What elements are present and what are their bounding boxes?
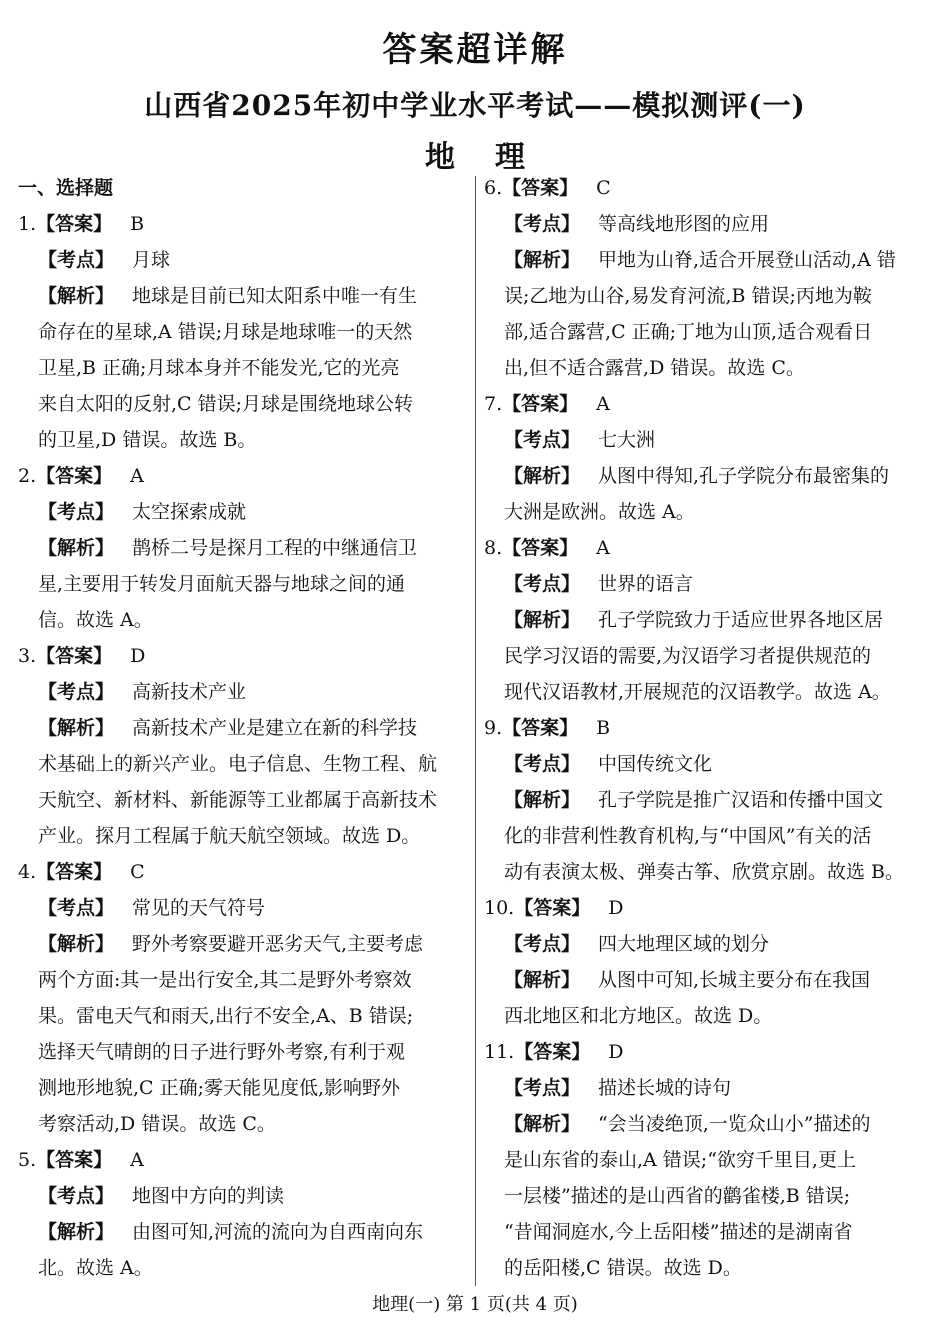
question-number: 9.: [484, 717, 503, 739]
analysis-tag: 【解析】: [504, 969, 581, 991]
analysis-row: [484, 602, 932, 638]
answer-row: [18, 854, 466, 890]
analysis-line: “昔闻洞庭水,今上岳阳楼”描述的是湖南省: [504, 1221, 853, 1243]
analysis-tag: 【解析】: [504, 249, 581, 271]
point-value: 常见的天气符号: [132, 897, 266, 919]
analysis-line: 卫星,B 正确;月球本身并不能发光,它的光亮: [38, 357, 400, 379]
answer-tag: 【答案】: [36, 645, 113, 667]
analysis-row: [18, 926, 466, 962]
point-tag: 【考点】: [504, 573, 581, 595]
answer-value: A: [130, 1149, 144, 1171]
answer-row: [484, 710, 932, 746]
question-number: 1.: [18, 213, 37, 235]
analysis-line: 大洲是欧洲。故选 A。: [504, 501, 695, 523]
answer-row: [484, 170, 932, 206]
question-3: [18, 638, 466, 854]
answer-value: C: [596, 177, 611, 199]
section-heading: 一、选择题: [18, 177, 114, 199]
point-tag: 【考点】: [38, 1185, 115, 1207]
point-tag: 【考点】: [38, 897, 115, 919]
answer-row: [18, 1142, 466, 1178]
point-value: 太空探索成就: [132, 501, 247, 523]
question-6: [484, 170, 932, 386]
point-value: 描述长城的诗句: [598, 1077, 732, 1099]
answer-tag: 【答案】: [36, 465, 113, 487]
analysis-tag: 【解析】: [38, 285, 115, 307]
answer-row: [18, 458, 466, 494]
question-4: [18, 854, 466, 1142]
left-column: [18, 170, 466, 1286]
analysis-line: 误;乙地为山谷,易发育河流,B 错误;丙地为鞍: [504, 285, 872, 307]
analysis-tag: 【解析】: [504, 465, 581, 487]
analysis-line: 术基础上的新兴产业。电子信息、生物工程、航: [38, 753, 438, 775]
answer-tag: 【答案】: [502, 717, 579, 739]
analysis-line: 是山东省的泰山,A 错误;“欲穷千里目,更上: [504, 1149, 856, 1171]
analysis-text: 野外考察要避开恶劣天气,主要考虑: [132, 933, 424, 955]
question-8: [484, 530, 932, 710]
point-tag: 【考点】: [504, 933, 581, 955]
analysis-row: [484, 1106, 932, 1142]
point-row: [484, 926, 932, 962]
answer-tag: 【答案】: [502, 537, 579, 559]
analysis-row: [18, 278, 466, 314]
point-row: [484, 422, 932, 458]
analysis-line: 信。故选 A。: [38, 609, 153, 631]
answer-row: [484, 890, 932, 926]
answer-tag: 【答案】: [36, 213, 113, 235]
analysis-tag: 【解析】: [38, 1221, 115, 1243]
point-value: 地图中方向的判读: [132, 1185, 285, 1207]
answer-row: [484, 1034, 932, 1070]
analysis-text: 高新技术产业是建立在新的科学技: [132, 717, 418, 739]
question-number: 5.: [18, 1149, 37, 1171]
analysis-row: [484, 782, 932, 818]
analysis-tag: 【解析】: [504, 609, 581, 631]
point-value: 月球: [132, 249, 171, 271]
question-2: [18, 458, 466, 638]
answer-tag: 【答案】: [502, 393, 579, 415]
answer-value: A: [596, 393, 610, 415]
point-value: 等高线地形图的应用: [598, 213, 770, 235]
question-number: 10.: [484, 897, 515, 919]
column-divider: [475, 176, 476, 1286]
point-value: 高新技术产业: [132, 681, 247, 703]
question-number: 2.: [18, 465, 37, 487]
point-tag: 【考点】: [504, 1077, 581, 1099]
question-10: [484, 890, 932, 1034]
point-row: [484, 566, 932, 602]
point-value: 世界的语言: [598, 573, 694, 595]
point-row: [18, 890, 466, 926]
analysis-text: 地球是目前已知太阳系中唯一有生: [132, 285, 418, 307]
analysis-line: 化的非营利性教育机构,与“中国风”有关的活: [504, 825, 872, 847]
answer-value: B: [596, 717, 611, 739]
point-row: [18, 674, 466, 710]
point-tag: 【考点】: [504, 753, 581, 775]
point-row: [484, 746, 932, 782]
point-tag: 【考点】: [38, 249, 115, 271]
analysis-line: 产业。探月工程属于航天航空领域。故选 D。: [38, 825, 421, 847]
point-row: [484, 1070, 932, 1106]
point-value: 四大地理区域的划分: [598, 933, 770, 955]
point-value: 中国传统文化: [598, 753, 713, 775]
analysis-row: [18, 710, 466, 746]
question-number: 4.: [18, 861, 37, 883]
question-11: [484, 1034, 932, 1286]
analysis-tag: 【解析】: [504, 1113, 581, 1135]
answer-tag: 【答案】: [514, 1041, 591, 1063]
analysis-line: 现代汉语教材,开展规范的汉语教学。故选 A。: [504, 681, 891, 703]
point-value: 七大洲: [598, 429, 656, 451]
point-row: [18, 1178, 466, 1214]
analysis-line: 北。故选 A。: [38, 1257, 153, 1279]
answer-row: [484, 386, 932, 422]
point-tag: 【考点】: [504, 429, 581, 451]
answer-row: [18, 638, 466, 674]
subject-title: 地理: [425, 140, 565, 175]
answer-value: D: [608, 897, 624, 919]
analysis-row: [484, 962, 932, 998]
analysis-line: 测地形地貌,C 正确;雾天能见度低,影响野外: [38, 1077, 401, 1099]
answer-value: D: [130, 645, 146, 667]
analysis-line: 动有表演太极、弹奏古筝、欣赏京剧。故选 B。: [504, 861, 905, 883]
answer-row: [18, 206, 466, 242]
question-number: 8.: [484, 537, 503, 559]
analysis-line: 西北地区和北方地区。故选 D。: [504, 1005, 773, 1027]
page-title: 答案超详解: [382, 30, 568, 70]
analysis-line: 部,适合露营,C 正确;丁地为山顶,适合观看日: [504, 321, 873, 343]
answer-value: D: [608, 1041, 624, 1063]
analysis-line: 选择天气晴朗的日子进行野外考察,有利于观: [38, 1041, 406, 1063]
analysis-line: 出,但不适合露营,D 错误。故选 C。: [504, 357, 805, 379]
answer-tag: 【答案】: [36, 861, 113, 883]
analysis-line: 命存在的星球,A 错误;月球是地球唯一的天然: [38, 321, 413, 343]
answer-tag: 【答案】: [514, 897, 591, 919]
analysis-line: 天航空、新材料、新能源等工业都属于高新技术: [38, 789, 438, 811]
analysis-text: 孔子学院致力于适应世界各地区居: [598, 609, 884, 631]
analysis-line: 一层楼”描述的是山西省的鹳雀楼,B 错误;: [504, 1185, 851, 1207]
question-9: [484, 710, 932, 890]
question-number: 11.: [484, 1041, 515, 1063]
analysis-tag: 【解析】: [38, 933, 115, 955]
analysis-line: 的岳阳楼,C 错误。故选 D。: [504, 1257, 742, 1279]
question-number: 3.: [18, 645, 37, 667]
analysis-text: 甲地为山脊,适合开展登山活动,A 错: [598, 249, 896, 271]
point-row: [18, 242, 466, 278]
point-tag: 【考点】: [38, 681, 115, 703]
answer-value: B: [130, 213, 145, 235]
analysis-line: 民学习汉语的需要,为汉语学习者提供规范的: [504, 645, 872, 667]
analysis-tag: 【解析】: [38, 537, 115, 559]
point-row: [484, 206, 932, 242]
analysis-row: [18, 1214, 466, 1250]
answer-tag: 【答案】: [36, 1149, 113, 1171]
analysis-tag: 【解析】: [504, 789, 581, 811]
analysis-row: [484, 242, 932, 278]
question-5: [18, 1142, 466, 1286]
analysis-text: “会当凌绝顶,一览众山小”描述的: [598, 1113, 871, 1135]
answer-value: C: [130, 861, 145, 883]
question-number: 6.: [484, 177, 503, 199]
analysis-line: 来自太阳的反射,C 错误;月球是围绕地球公转: [38, 393, 414, 415]
question-number: 7.: [484, 393, 503, 415]
point-row: [18, 494, 466, 530]
analysis-line: 两个方面:其一是出行安全,其二是野外考察效: [38, 969, 412, 991]
analysis-row: [484, 458, 932, 494]
analysis-tag: 【解析】: [38, 717, 115, 739]
question-7: [484, 386, 932, 530]
analysis-text: 由图可知,河流的流向为自西南向东: [132, 1221, 424, 1243]
analysis-row: [18, 530, 466, 566]
analysis-text: 孔子学院是推广汉语和传播中国文: [598, 789, 884, 811]
answer-row: [484, 530, 932, 566]
analysis-line: 考察活动,D 错误。故选 C。: [38, 1113, 276, 1135]
analysis-text: 鹊桥二号是探月工程的中继通信卫: [132, 537, 418, 559]
question-1: [18, 206, 466, 458]
answer-value: A: [130, 465, 144, 487]
point-tag: 【考点】: [504, 213, 581, 235]
analysis-text: 从图中可知,长城主要分布在我国: [598, 969, 871, 991]
exam-subtitle: 山西省2025年初中学业水平考试——模拟测评(一): [144, 89, 806, 122]
analysis-line: 果。雷电天气和雨天,出行不安全,A、B 错误;: [38, 1005, 414, 1027]
analysis-line: 的卫星,D 错误。故选 B。: [38, 429, 257, 451]
analysis-line: 星,主要用于转发月面航天器与地球之间的通: [38, 573, 406, 595]
answer-tag: 【答案】: [502, 177, 579, 199]
analysis-text: 从图中得知,孔子学院分布最密集的: [598, 465, 890, 487]
right-column: [484, 170, 932, 1286]
answer-value: A: [596, 537, 610, 559]
page-footer: 地理(一) 第 1 页(共 4 页): [372, 1294, 578, 1315]
point-tag: 【考点】: [38, 501, 115, 523]
